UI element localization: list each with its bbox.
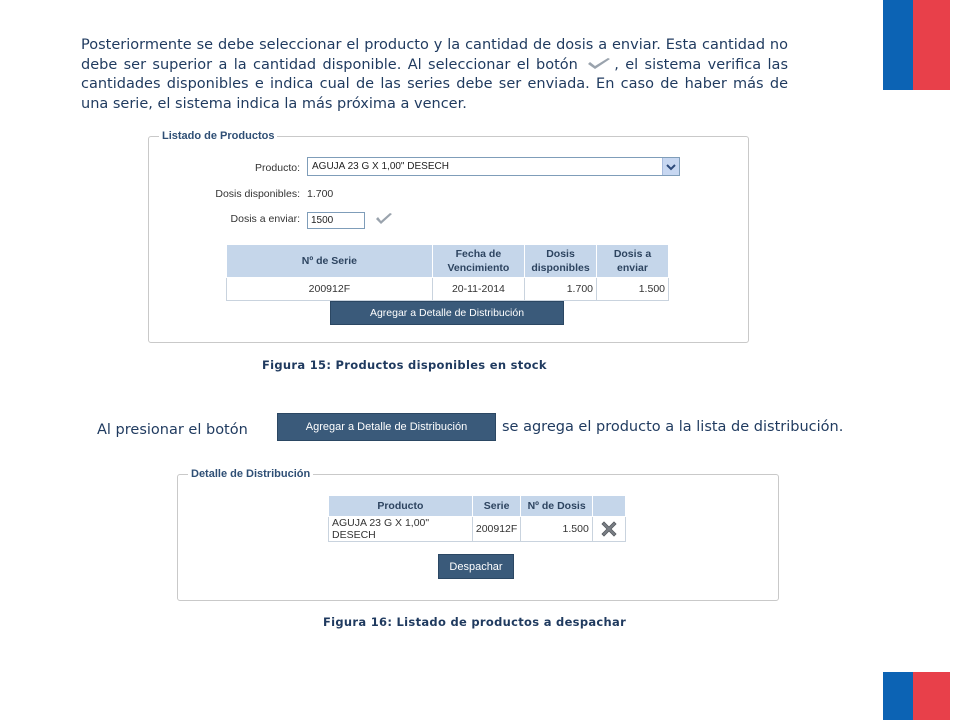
table-header-row <box>329 496 626 517</box>
agregar-detalle-button[interactable]: Agregar a Detalle de Distribución <box>330 301 564 325</box>
producto-selected-value: AGUJA 23 G X 1,00" DESECH <box>312 161 449 172</box>
column-header: Serie <box>472 496 521 517</box>
table-cell: 1.500 <box>597 278 669 301</box>
column-header: Nº de Dosis <box>521 496 592 517</box>
table-cell: 200912F <box>472 517 521 542</box>
table-row[interactable] <box>227 278 669 301</box>
table-cell: AGUJA 23 G X 1,00" DESECH <box>329 517 473 542</box>
dosis-enviar-input[interactable]: 1500 <box>307 212 365 229</box>
series-table <box>226 244 669 301</box>
delete-x-icon[interactable] <box>599 519 619 539</box>
figure-caption-16: Figura 16: Listado de productos a despachar <box>323 615 627 629</box>
dosis-disponibles-label: Dosis disponibles: <box>215 188 300 200</box>
intro-text-1: Posteriormente se debe seleccionar el producto y la cantidad de dosis a enviar. Esta cantidad no debe ser superior a la cantidad disponible. Al seleccionar el botón <box>81 37 788 73</box>
intro-paragraph <box>81 36 788 114</box>
checkmark-icon[interactable] <box>375 211 393 225</box>
producto-label: Producto: <box>255 162 300 174</box>
column-header <box>592 496 625 517</box>
column-header: Nº de Serie <box>227 245 433 278</box>
column-header: Fecha de Vencimiento <box>432 245 524 278</box>
intro-text-2: , el sistema verifica las cantidades disponibles e indica cual de las series debe ser enviada. En caso de haber más de una serie, el sistema indica la más próxima a vencer. <box>81 56 788 112</box>
flag-stripe-bottom <box>883 672 950 720</box>
dosis-disponibles-value: 1.700 <box>307 188 334 200</box>
column-header: Dosis disponibles <box>525 245 597 278</box>
chevron-down-icon[interactable] <box>662 158 679 175</box>
table-cell: 1.500 <box>521 517 592 542</box>
press-text: Al presionar el botón <box>97 422 248 438</box>
table-cell: 1.700 <box>525 278 597 301</box>
despachar-button[interactable]: Despachar <box>438 554 514 579</box>
column-header: Dosis a enviar <box>597 245 669 278</box>
detalle-table <box>328 495 626 542</box>
panel-legend: Detalle de Distribución <box>191 468 311 480</box>
after-text: se agrega el producto a la lista de distribución. <box>502 419 844 435</box>
flag-stripe-top <box>883 0 950 90</box>
table-cell: 200912F <box>227 278 433 301</box>
figure-caption-15: Figura 15: Productos disponibles en stock <box>262 358 547 372</box>
dosis-enviar-label: Dosis a enviar: <box>230 213 300 225</box>
table-header-row <box>227 245 669 278</box>
column-header: Producto <box>329 496 473 517</box>
producto-select[interactable] <box>307 157 680 176</box>
agregar-detalle-button-image: Agregar a Detalle de Distribución <box>277 413 496 441</box>
checkmark-icon <box>584 57 614 71</box>
delete-cell <box>592 517 625 542</box>
table-cell: 20-11-2014 <box>432 278 524 301</box>
table-row[interactable] <box>329 517 626 542</box>
panel-legend: Listado de Productos <box>162 130 275 142</box>
